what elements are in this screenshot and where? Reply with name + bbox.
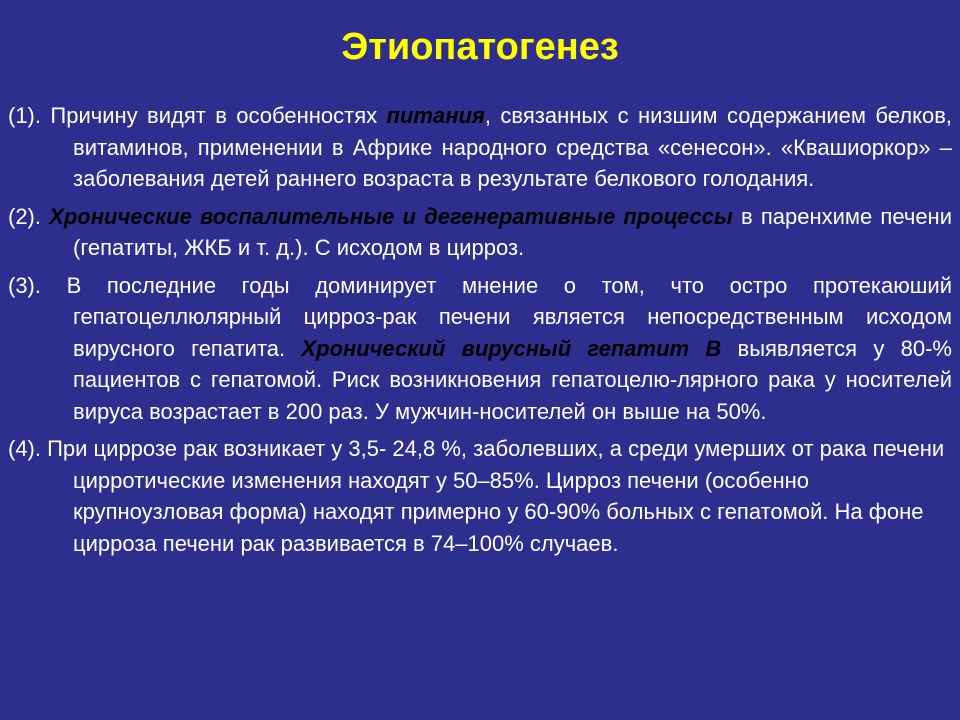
paragraph-1-nutrition <box>8 100 952 195</box>
paragraph-text: (2). <box>8 203 50 229</box>
paragraph-text: (3). В последние годы доминирует мнение о том, что остро протекаюший гепатоцеллюлярный цирроз-рак печени является непосредственным исходом вирусного гепатита. <box>8 272 952 361</box>
paragraph-4-cirrhosis <box>8 433 952 559</box>
emphasis-text: Хронические воспалительные и дегенеративные процессы <box>49 203 733 229</box>
slide-title: Этиопатогенез <box>341 26 619 68</box>
emphasis-text: питания <box>386 103 485 128</box>
paragraph-2-chronic-processes <box>8 201 952 264</box>
emphasis-text: Хронический вирусный гепатит В <box>301 335 722 361</box>
slide-body <box>8 100 952 565</box>
paragraph-text: , связанных с низшим содержанием белков, витаминов, применении в Африке народного средства «сенесон». «Квашиоркор» – заболевания детей раннего возраста в результате белкового голодания. <box>73 103 952 191</box>
paragraph-text: (4). При циррозе рак возникает у 3,5- 24,8 %, заболевших, а среди умерших от рака печени цирротические изменения находят у 50–85%. Цирроз печени (особенно крупноузловая форма) находят примерно у 60-90% больных с гепатомой. На фоне цирроза печени рак развивается в 74–100% случаев. <box>8 436 945 556</box>
paragraph-text: в паренхиме печени (гепатиты, ЖКБ и т. д.). С исходом в цирроз. <box>73 203 952 260</box>
paragraph-3-viral-hepatitis <box>8 270 952 428</box>
paragraph-text: выявляется у 80-% пациентов с гепатомой. Риск возникновения гепатоцелю-лярного рака у носителей вируса возрастает в 200 раз. У мужчин-носителей он выше на 50%. <box>73 335 952 424</box>
paragraph-text: (1). Причину видят в особенностях <box>8 103 387 128</box>
